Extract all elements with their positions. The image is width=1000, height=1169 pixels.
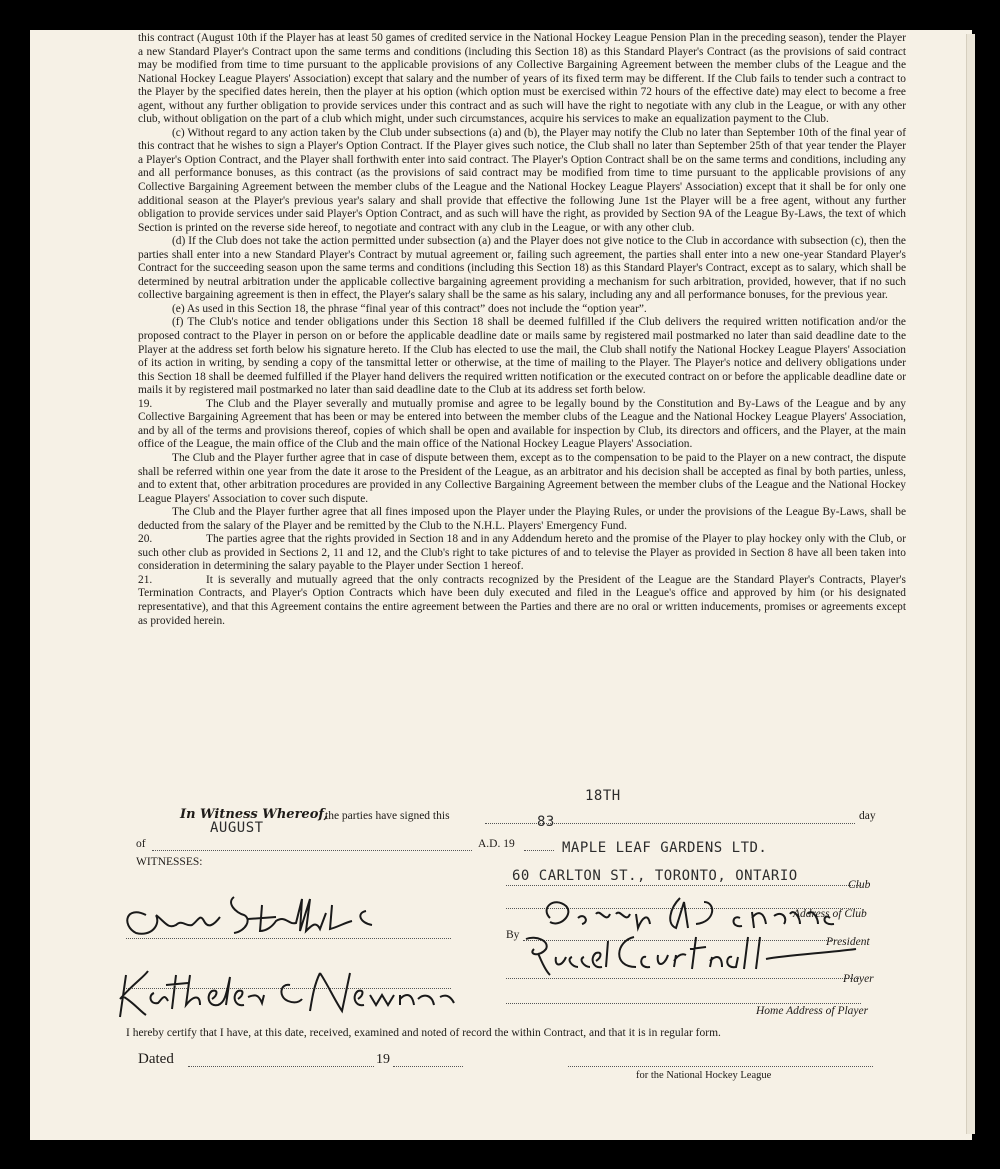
section-21-number: 21.: [138, 573, 153, 586]
club-line: [506, 885, 861, 886]
of-label: of: [136, 838, 146, 850]
section-21: [138, 574, 906, 628]
nhl-signature-line: [568, 1066, 873, 1067]
in-witness-whereof: In Witness Whereof,: [180, 807, 329, 822]
dated-year-line: [393, 1066, 463, 1067]
section-21-text: It is severally and mutually agreed that the only contracts recognized by the President of the League are the Standard Player's Contracts, Player's Termination Contracts, and Player's Option Contracts which have been duly executed and filed in the League's office and approved by him (or his designated representative), and that this Agreement contains the entire agreement between the Parties and there are no oral or written inducements, promises or agreements except as provided herein.: [138, 573, 906, 627]
dated-label: Dated: [138, 1051, 174, 1067]
section-19-paragraph-2: The Club and the Player further agree that in case of dispute between them, except as to the compensation to be paid to the Player on a new contract, the dispute shall be referred within one year from the date it arose to the President of the League, as an arbitrator and his decision shall be accepted as final by both parties, unless, and to extent that, other arbitration procedures are provided in any Collective Bargaining Agreement between the member clubs of the League and the National Hockey League Players' Association to cover such dispute.: [138, 451, 906, 505]
paragraph-f: (f) The Club's notice and tender obligations under this Section 18 shall be deemed fulfilled if the Club delivers the required written notification and/or the proposed contract to the Player in person on or before the applicable deadline date or mails same by registered mail postmarked no later than said deadline date to the Player at the address set forth below his signature hereto. If the Club has elected to use the mail, the Club shall notify the National Hockey League Players' Association of its action in writing, by sending a copy of the tansmittal letter or otherwise, at the time of mailing to the Player. The Player's notice and delivery obligations under this Section 18 shall be deemed fulfilled if the Player hand delivers the required written notification or the executed contract on or before the applicable deadline date or mails it by registered mail postmarked no later than said deadline date to the Club at its address set forth below.: [138, 316, 906, 397]
home-address-line: [506, 1003, 861, 1004]
contract-body: [138, 32, 906, 628]
section-20: [138, 533, 906, 574]
section-19-paragraph-3: The Club and the Player further agree that all fines imposed upon the Player under the Playing Rules, or under the provisions of the League By-Laws, shall be deducted from the salary of the Player and be remitted by the Club to the N.H.L. Players' Emergency Fund.: [138, 506, 906, 532]
section-19: [138, 398, 906, 452]
typed-day: 18TH: [585, 788, 621, 804]
contract-page: [30, 30, 972, 1140]
typed-month: AUGUST: [210, 820, 264, 836]
ad-label: A.D. 19: [478, 838, 515, 850]
dated-year: 19: [376, 1052, 390, 1067]
by-label: By: [506, 929, 520, 941]
signed-this-label: the parties have signed this: [325, 810, 450, 822]
section-19-number: 19.: [138, 397, 153, 410]
player-signature: [516, 927, 866, 979]
section-19-text: The Club and the Player severally and mutually promise and agree to be legally bound by the Constitution and By-Laws of the League and by any Collective Bargaining Agreement that has been or may be entered into between the member clubs of the League and the National Hockey League Players' Association, and by all of the terms and provisions thereof, copies of which shall be open and available for inspection by Club, its directors and officers, and the Player, at the main office of the League, the main office of the Club and the main office of the National Hockey League Players' Association.: [138, 397, 906, 451]
section-20-number: 20.: [138, 533, 153, 546]
paragraph-e: (e) As used in this Section 18, the phrase “final year of this contract” does not include the “option year”.: [172, 302, 647, 315]
certify-text: I hereby certify that I have, at this date, received, examined and noted of record the within Contract, and that it is in regular form.: [126, 1027, 721, 1039]
top-fragment: this contract (August 10th if the Player has at least 50 games of credited service in the National Hockey League Pension Plan in the preceding season), tender the Player a new Standard Player's Contract upon the same terms and conditions (including this Section 18) as this Standard Player's Contract (as the provisions of said contract may be modified from time to time pursuant to the applicable provisions of any Collective Bargaining Agreement between the member clubs of the League and the National Hockey League Players' Association) except that salary and the number of years of its fixed term may be different. If the Club fails to tender such a contract to the Player by the specified dates herein, then the player at his option (which option must be exercised within 72 hours of the effective date) may elect to become a free agent, without any further obligation to provide services under this contract and as such will have the right to negotiate with any club in the League, or with any other club, without obligation on the part of a club which might, under such circumstances, acquire his services to make an equalization payment to the Club.: [138, 32, 906, 126]
president-label: President: [826, 936, 870, 948]
home-address-label: Home Address of Player: [756, 1005, 869, 1017]
address-of-club-label: Address of Club: [793, 908, 867, 920]
witness-1-signature: [116, 885, 386, 945]
nhl-label: for the National Hockey League: [636, 1070, 772, 1081]
section-20-text: The parties agree that the rights provided in Section 18 and in any Addendum hereto and the promise of the Player to play hockey only with the Club, or such other club as provided in Sections 2, 11 and 12, and the Club's right to take pictures of and to televise the Player as provided in Section 8 have all been taken into consideration in determining the salary payable to the Player under Section 1 hereof.: [138, 533, 906, 573]
club-label: Club: [848, 879, 871, 891]
player-label: Player: [843, 973, 874, 985]
witness-2-signature: [114, 955, 464, 1025]
typed-club-name: MAPLE LEAF GARDENS LTD.: [562, 840, 768, 856]
paragraph-c: (c) Without regard to any action taken by the Club under subsections (a) and (b), the Player may notify the Club no later than September 10th of the final year of this contract that he wishes to sign a Player's Option Contract. If the Player gives such notice, the Club shall no later than September 25th of that year tender the Player a Player's Option Contract, and the Player shall forthwith enter into said contract. The Player's Option Contract shall be on the same terms and conditions, including any and all performance bonuses, as this contract (as the provisions of said contract may be modified from time to time pursuant to the applicable provisions of any Collective Bargaining Agreement between the member clubs of the League and the National Hockey League Players' Association) except that it shall be for only one additional season at the Player's previous year's salary and shall provide that effective the following June 1st the Player will be a free agent, without any further obligation to provide services under said Player's Option Contract, and as such will have the right, as provided by Section 9A of the League By-Laws, the text of which Section is printed on the reverse side hereof, to negotiate and contract with any club in the League, or with any other club.: [138, 126, 906, 234]
typed-club-address: 60 CARLTON ST., TORONTO, ONTARIO: [512, 868, 798, 884]
witnesses-label: WITNESSES:: [136, 856, 203, 868]
typed-year: 83: [537, 814, 555, 830]
year-line: [524, 850, 554, 851]
month-line: [152, 850, 472, 851]
paragraph-d: (d) If the Club does not take the action permitted under subsection (a) and the Player does not give notice to the Club in accordance with subsection (c), then the parties shall enter into a new Standard Player's Contract by mutual agreement or, failing such agreement, the parties shall enter into a new one-year Standard Player's Contract for the succeeding season upon the same terms and conditions (including this Section 18) as this Standard Player's Contract, except as to salary, which shall be determined by neutral arbitration under the applicable collective bargaining agreement providing a mechanism for such arbitration, provided, however, that if no such collective bargaining agreement is then in effect, the Player's salary shall be the same as his salary, including any and all performance bonuses, for the previous year.: [138, 235, 906, 302]
dated-line: [188, 1066, 374, 1067]
paper-edge: [966, 34, 975, 1134]
day-label: day: [859, 810, 876, 822]
